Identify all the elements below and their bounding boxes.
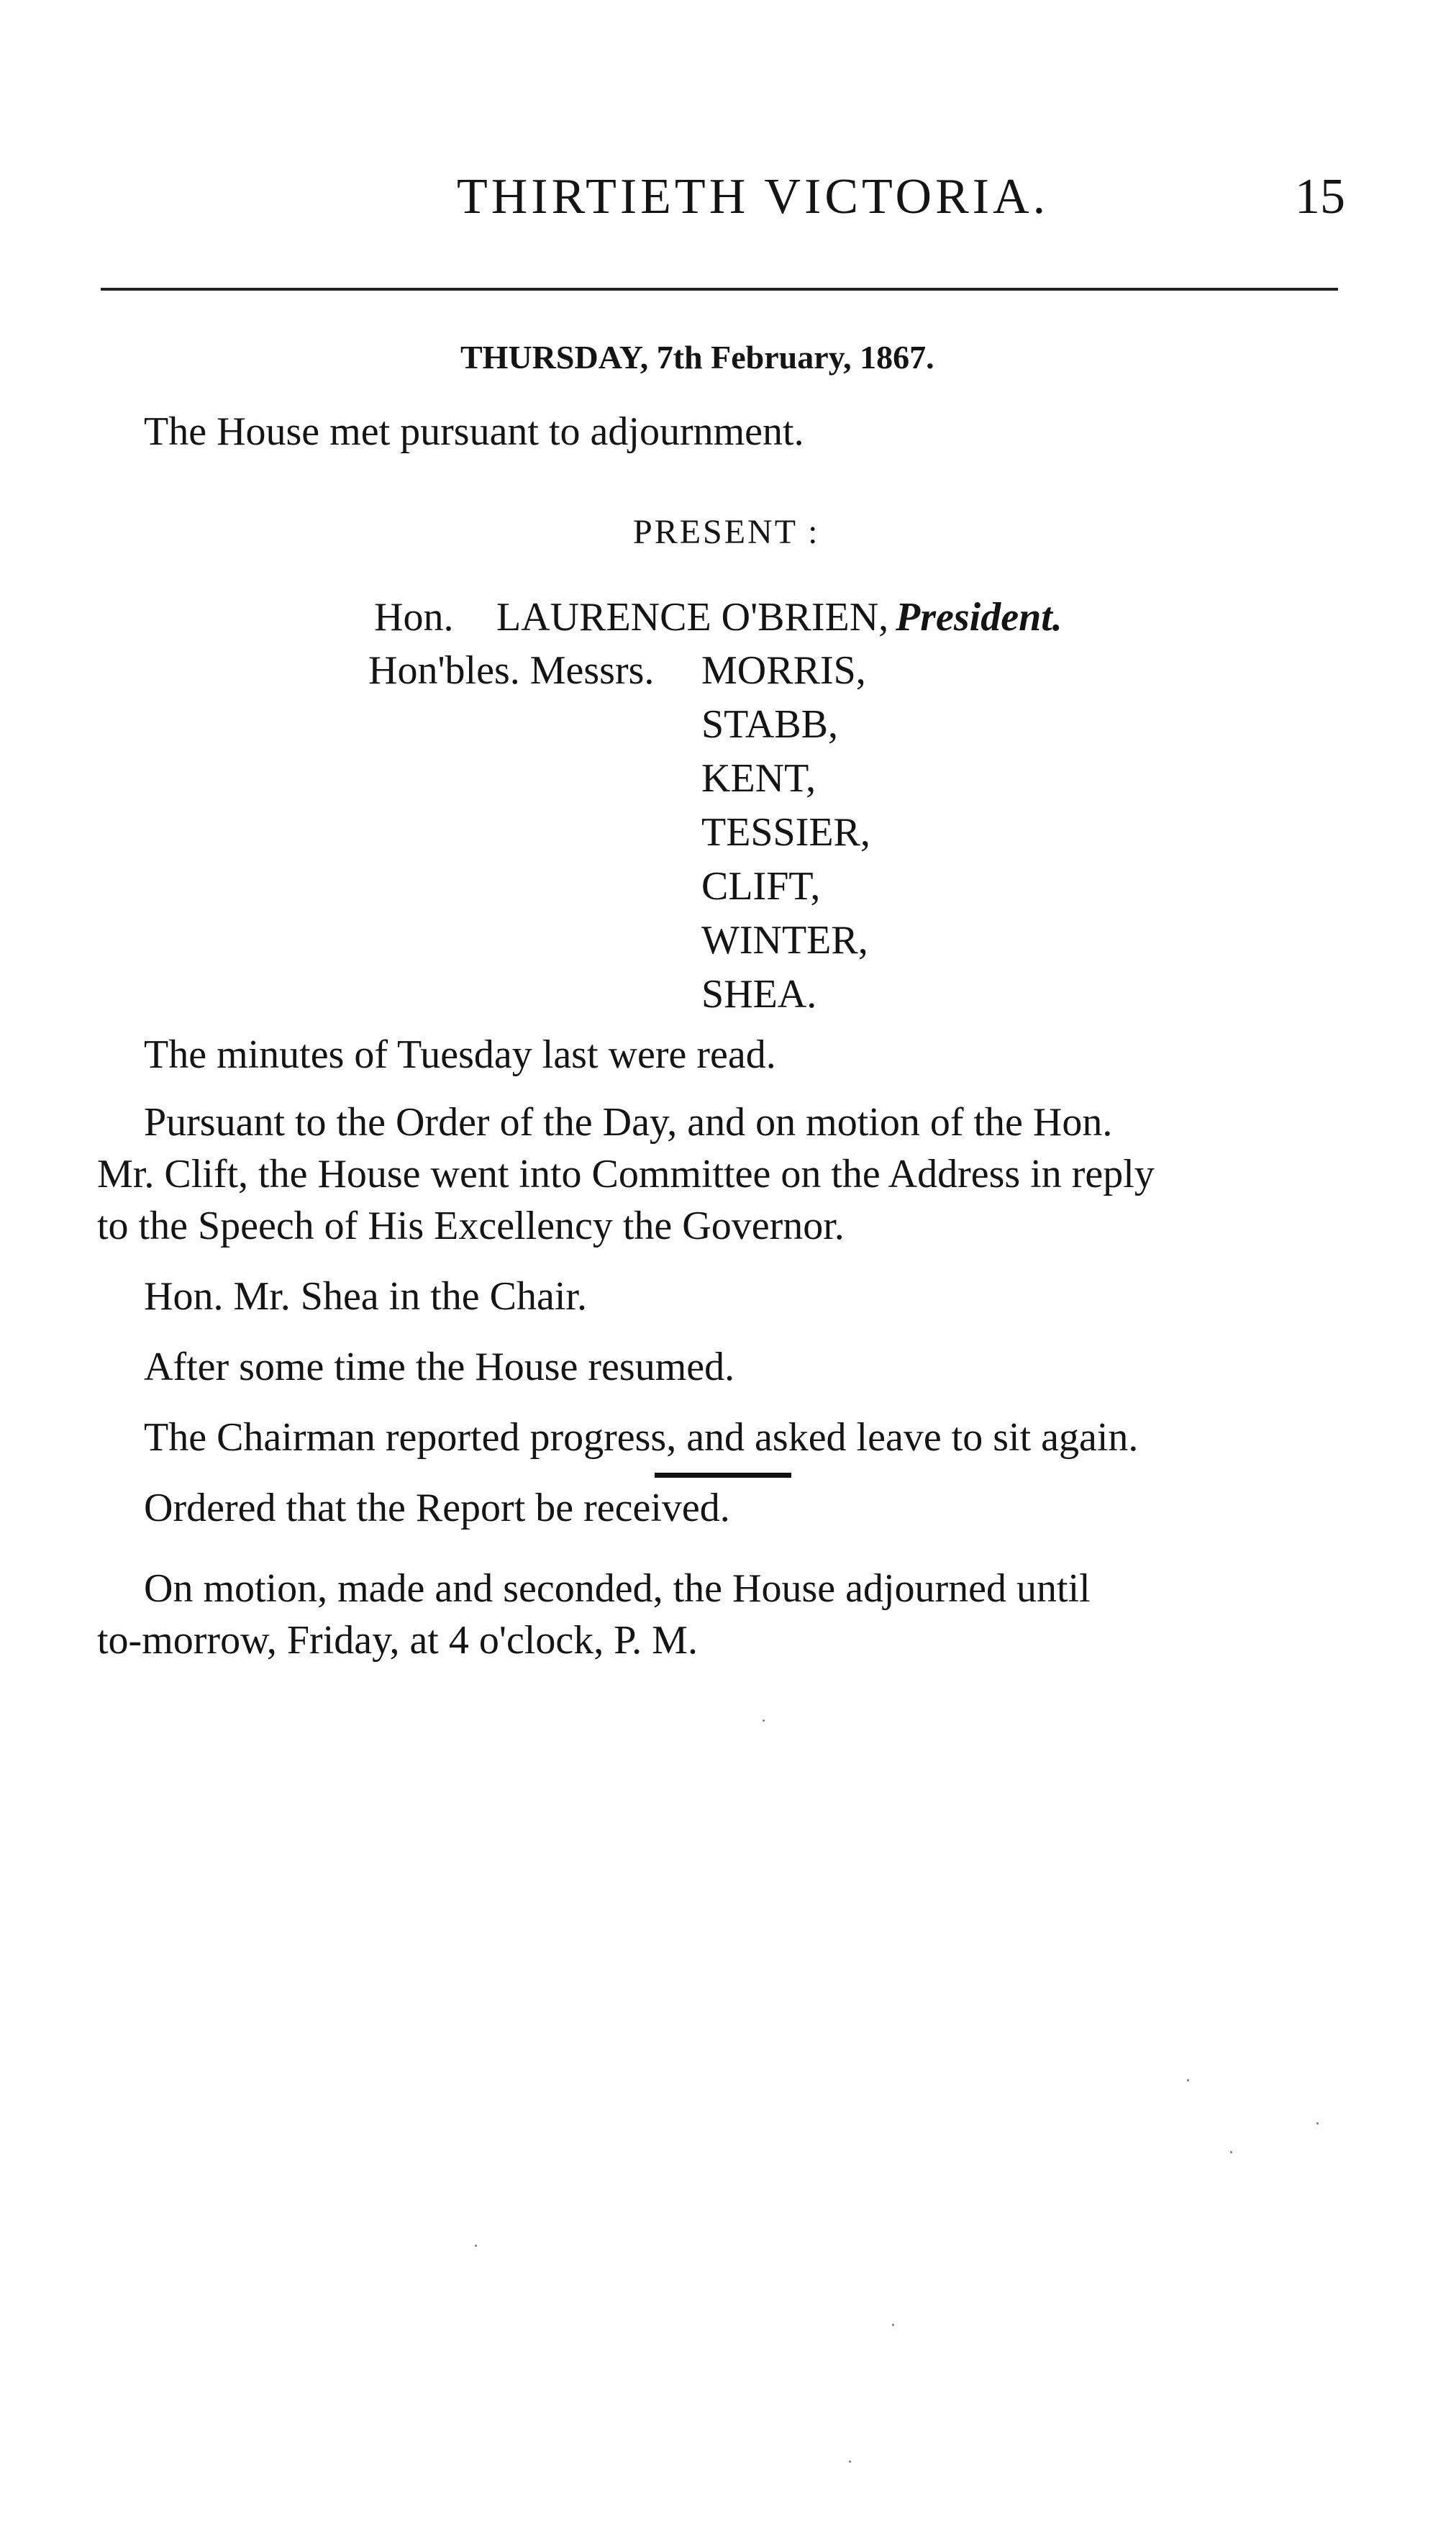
paper-speck	[763, 1719, 765, 1722]
adjournment-line: On motion, made and seconded, the House adjourned until	[144, 1566, 1091, 1611]
resumed-line: After some time the House resumed.	[144, 1345, 735, 1389]
paper-speck	[1230, 2151, 1232, 2153]
member-name: MORRIS,	[701, 648, 866, 693]
members-prefix: Hon'bles. Messrs.	[368, 648, 655, 693]
member-name: SHEA.	[701, 972, 817, 1017]
header-rule	[101, 288, 1338, 291]
chair-line: Hon. Mr. Shea in the Chair.	[144, 1274, 587, 1319]
closing-rule	[655, 1473, 791, 1478]
report-line: Ordered that the Report be received.	[144, 1486, 730, 1530]
member-name: WINTER,	[701, 918, 868, 963]
paper-speck	[1316, 2122, 1319, 2125]
adjournment-line: to-morrow, Friday, at 4 o'clock, P. M.	[97, 1618, 698, 1663]
member-name: KENT,	[701, 756, 816, 801]
president-prefix: Hon.	[374, 595, 454, 640]
committee-motion-line: Mr. Clift, the House went into Committee on the Address in reply	[97, 1152, 1155, 1196]
member-name: TESSIER,	[701, 810, 870, 855]
sitting-date: THURSDAY, 7th February, 1867.	[460, 339, 934, 376]
member-name: STABB,	[701, 702, 839, 747]
minutes-read-line: The minutes of Tuesday last were read.	[144, 1032, 776, 1077]
president-title: President.	[896, 595, 1063, 640]
paper-speck	[475, 2245, 477, 2247]
paper-speck	[892, 2324, 894, 2326]
present-heading: PRESENT :	[633, 513, 820, 551]
committee-motion-line: Pursuant to the Order of the Day, and on motion of the Hon.	[144, 1100, 1113, 1145]
committee-motion-line: to the Speech of His Excellency the Governor.	[97, 1204, 845, 1248]
member-name: CLIFT,	[701, 864, 821, 909]
page-number: 15	[1295, 169, 1345, 224]
opening-line: The House met pursuant to adjournment.	[144, 409, 804, 454]
president-name: LAURENCE O'BRIEN,	[496, 595, 889, 640]
paper-speck	[849, 2460, 851, 2463]
progress-line: The Chairman reported progress, and asked leave to sit again.	[144, 1415, 1139, 1460]
running-header-title: THIRTIETH VICTORIA.	[457, 169, 1050, 224]
paper-speck	[1187, 2079, 1189, 2081]
